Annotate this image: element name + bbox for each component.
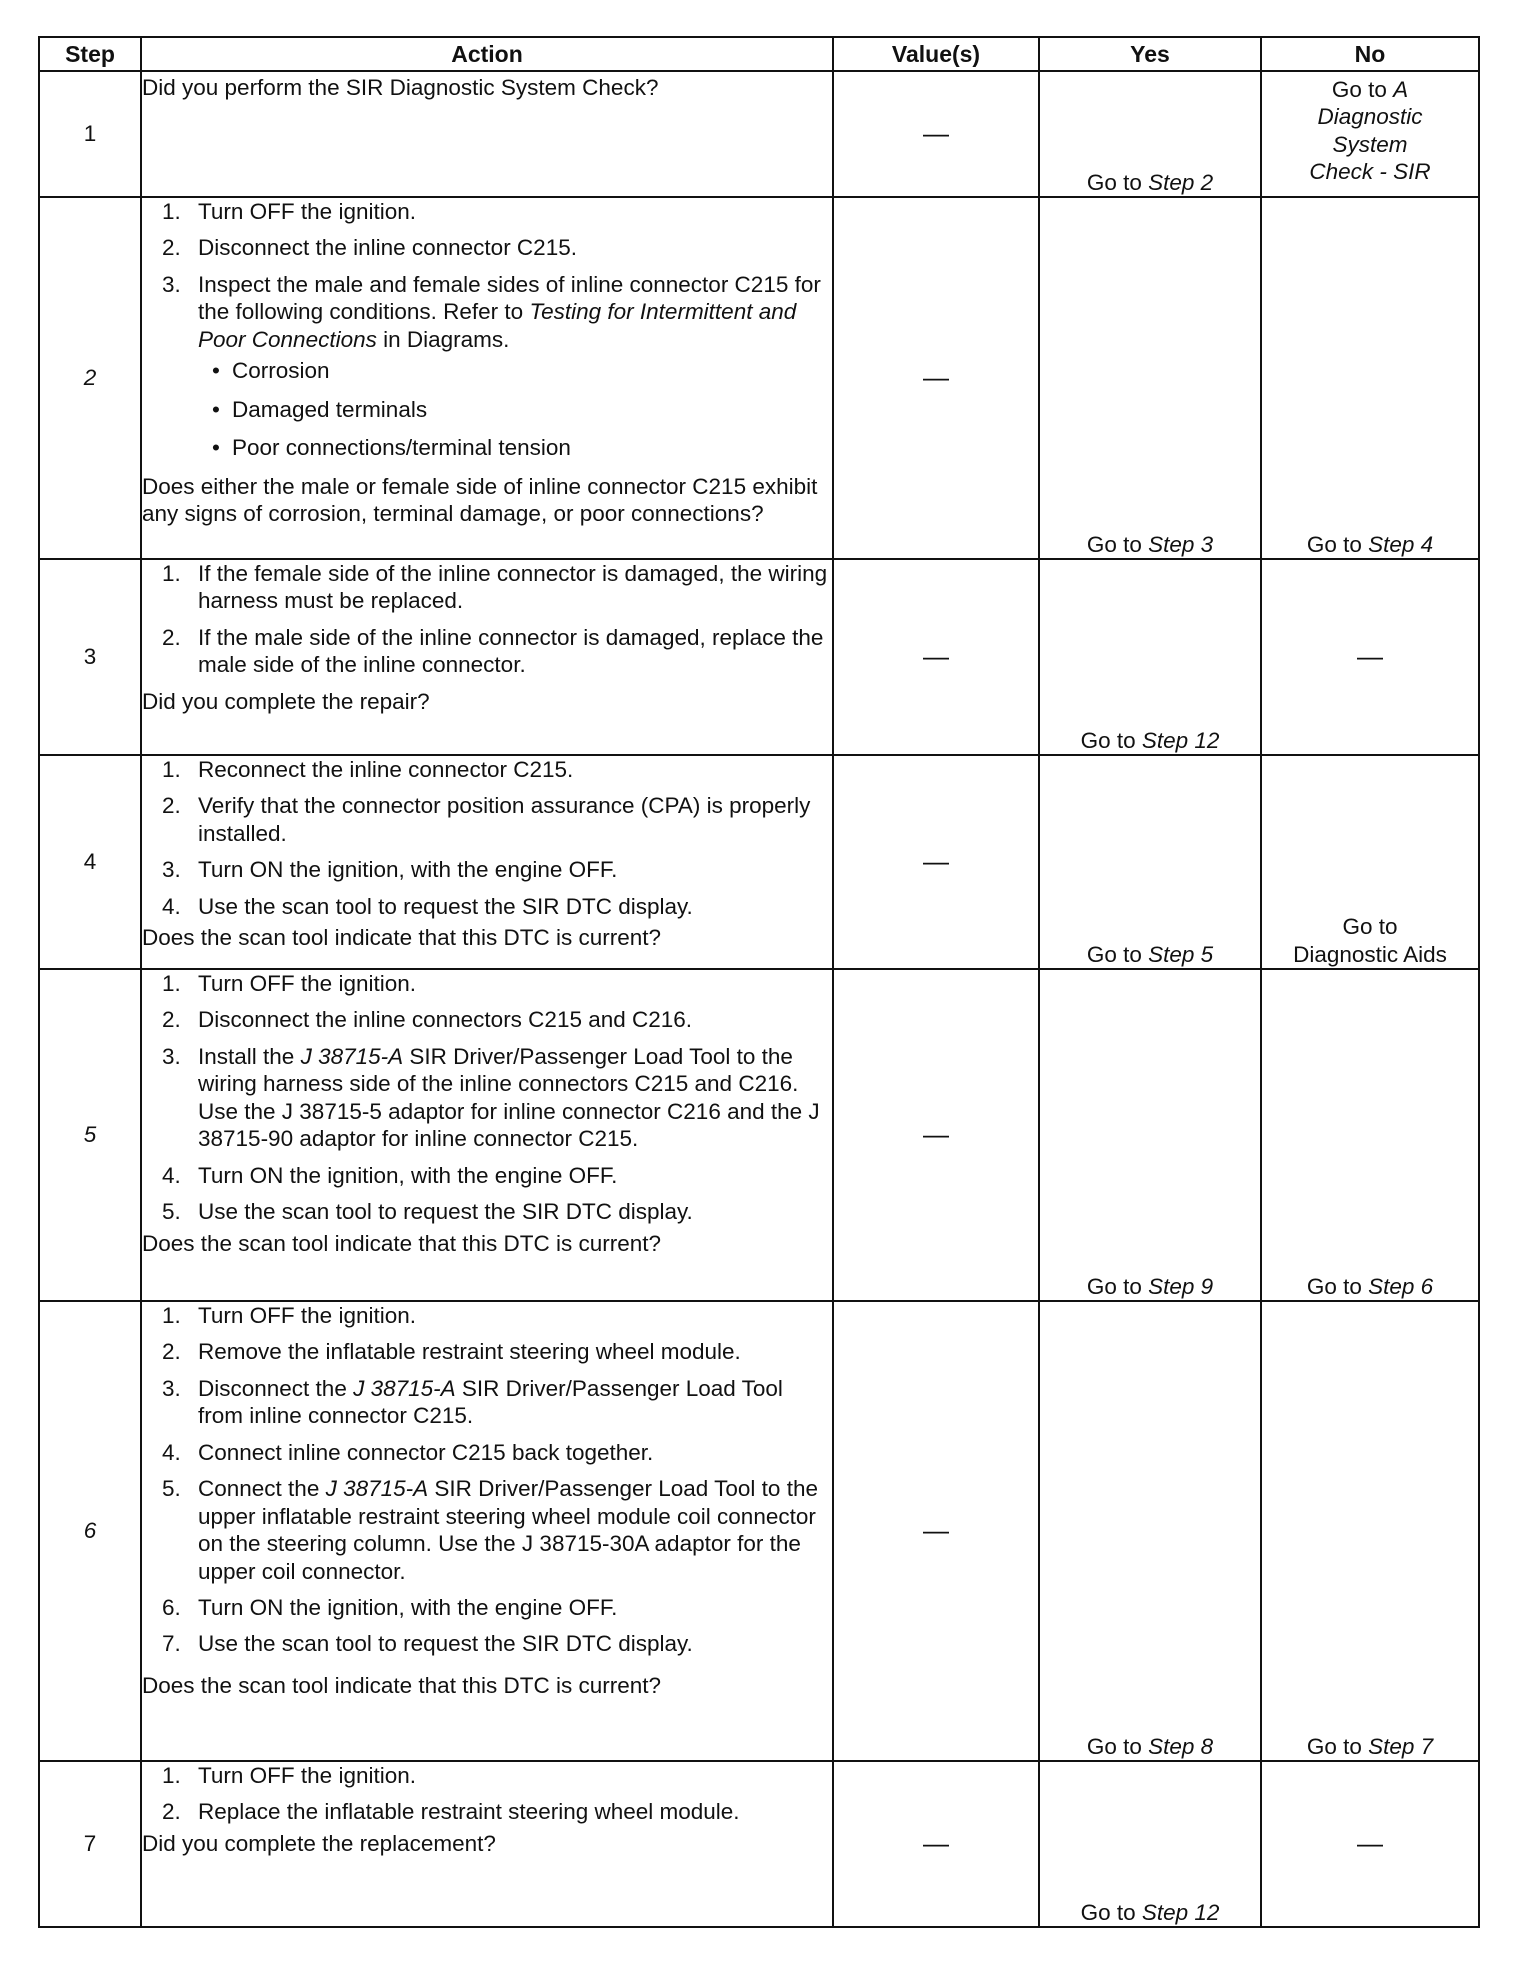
table-row xyxy=(39,71,1479,197)
question-text: Does the scan tool indicate that this DTC is current? xyxy=(142,1672,661,1698)
header-row xyxy=(39,37,1479,71)
no-cell: — xyxy=(1261,559,1479,755)
condition-bullet: • Damaged terminals xyxy=(198,396,832,423)
action-item: 1. Turn OFF the ignition. xyxy=(162,1763,417,1788)
step-number: 4 xyxy=(39,755,141,969)
table-row xyxy=(39,969,1479,1301)
value-cell: — xyxy=(833,71,1039,197)
action-item: 1. If the female side of the inline connector is damaged, the wiring harness must be replaced. xyxy=(162,561,828,614)
question-text: Did you perform the SIR Diagnostic System Check? xyxy=(142,75,659,100)
value-cell: — xyxy=(833,755,1039,969)
action-item: 1. Reconnect the inline connector C215. xyxy=(162,757,574,782)
step-number: 6 xyxy=(39,1301,141,1761)
action-cell xyxy=(141,71,833,197)
header-no: No xyxy=(1261,37,1479,71)
value-cell: — xyxy=(833,1761,1039,1927)
action-item: 3. Disconnect the J 38715-A SIR Driver/Passenger Load Tool from inline connector C215. xyxy=(162,1375,783,1429)
action-cell xyxy=(141,559,833,755)
value-cell: — xyxy=(833,969,1039,1301)
action-item: 2. Verify that the connector position assurance (CPA) is properly installed. xyxy=(162,793,811,846)
action-item: 4. Turn ON the ignition, with the engine OFF. xyxy=(162,1162,618,1188)
action-item: 3. Install the J 38715-A SIR Driver/Passenger Load Tool to the wiring harness side of the inline connectors C215 and C216. Use the J 38715-5 adaptor for inline connector C216 and the J 38715-90 adaptor for inline connector C215. xyxy=(162,1043,820,1152)
value-cell: — xyxy=(833,559,1039,755)
action-item: 1. Turn OFF the ignition. xyxy=(162,199,417,224)
yes-cell: Go to Step 5 xyxy=(1039,755,1261,969)
action-item: 2. Replace the inflatable restraint steering wheel module. xyxy=(162,1799,740,1825)
header-action: Action xyxy=(141,37,833,71)
step-number: 5 xyxy=(39,969,141,1301)
yes-cell: Go to Step 8 xyxy=(1039,1301,1261,1761)
step-number: 2 xyxy=(39,197,141,559)
action-item: 3. Turn ON the ignition, with the engine OFF. xyxy=(162,857,618,883)
value-cell: — xyxy=(833,1301,1039,1761)
action-item: 4. Connect inline connector C215 back together. xyxy=(162,1439,654,1465)
header-values: Value(s) xyxy=(833,37,1039,71)
action-cell xyxy=(141,969,833,1301)
action-item: 2. Disconnect the inline connector C215. xyxy=(162,235,577,261)
diagnostic-table xyxy=(38,36,1480,1928)
action-item: 2. If the male side of the inline connector is damaged, replace the male side of the inline connector. xyxy=(162,624,824,678)
table-row xyxy=(39,1301,1479,1761)
question-text: Did you complete the repair? xyxy=(142,688,430,714)
condition-bullet: • Corrosion xyxy=(198,357,832,384)
yes-cell: Go to Step 3 xyxy=(1039,197,1261,559)
action-item: 3. Inspect the male and female sides of inline connector C215 for the following conditions. Refer to Testing for Intermittent and Poor Connections in Diagrams. • Corrosion • Damaged terminals • Poor connections/terminal tension xyxy=(142,271,832,462)
yes-cell: Go to Step 2 xyxy=(1039,71,1261,197)
action-item: 1. Turn OFF the ignition. xyxy=(162,971,417,996)
question-text: Did you complete the replacement? xyxy=(142,1830,496,1856)
no-cell: — xyxy=(1261,1761,1479,1927)
no-cell: Go to A Diagnostic System Check - SIR xyxy=(1261,71,1479,197)
action-cell xyxy=(141,1301,833,1761)
no-cell: Go to Step 6 xyxy=(1261,969,1479,1301)
question-text: Does the scan tool indicate that this DTC is current? xyxy=(142,1230,661,1256)
question-text: Does the scan tool indicate that this DTC is current? xyxy=(142,925,661,951)
condition-bullet: • Poor connections/terminal tension xyxy=(198,434,832,461)
action-item: 7. Use the scan tool to request the SIR DTC display. xyxy=(162,1631,693,1657)
no-cell: Go to Step 7 xyxy=(1261,1301,1479,1761)
step-number: 1 xyxy=(39,71,141,197)
action-item: 2. Remove the inflatable restraint steering wheel module. xyxy=(162,1339,741,1365)
action-item: 1. Turn OFF the ignition. xyxy=(162,1303,417,1328)
value-cell: — xyxy=(833,197,1039,559)
table-row xyxy=(39,559,1479,755)
table-row xyxy=(39,1761,1479,1927)
action-item: 6. Turn ON the ignition, with the engine OFF. xyxy=(162,1594,618,1620)
yes-cell: Go to Step 12 xyxy=(1039,559,1261,755)
no-cell: Go to Diagnostic Aids xyxy=(1261,755,1479,969)
step-number: 3 xyxy=(39,559,141,755)
question-text: Does either the male or female side of inline connector C215 exhibit any signs of corrosion, terminal damage, or poor connections? xyxy=(142,473,818,526)
no-cell: Go to Step 4 xyxy=(1261,197,1479,559)
action-item: 2. Disconnect the inline connectors C215 and C216. xyxy=(162,1007,693,1033)
yes-cell: Go to Step 12 xyxy=(1039,1761,1261,1927)
step-number: 7 xyxy=(39,1761,141,1927)
action-item: 5. Connect the J 38715-A SIR Driver/Passenger Load Tool to the upper inflatable restraint steering wheel module coil connector on the steering column. Use the J 38715-30A adaptor for the upper coil connector. xyxy=(162,1476,818,1584)
action-item: 5. Use the scan tool to request the SIR DTC display. xyxy=(162,1199,693,1225)
action-item: 4. Use the scan tool to request the SIR DTC display. xyxy=(162,893,693,919)
header-yes: Yes xyxy=(1039,37,1261,71)
action-cell xyxy=(141,197,833,559)
header-step: Step xyxy=(39,37,141,71)
yes-cell: Go to Step 9 xyxy=(1039,969,1261,1301)
table-row xyxy=(39,755,1479,969)
table-row xyxy=(39,197,1479,559)
action-cell xyxy=(141,1761,833,1927)
action-cell xyxy=(141,755,833,969)
